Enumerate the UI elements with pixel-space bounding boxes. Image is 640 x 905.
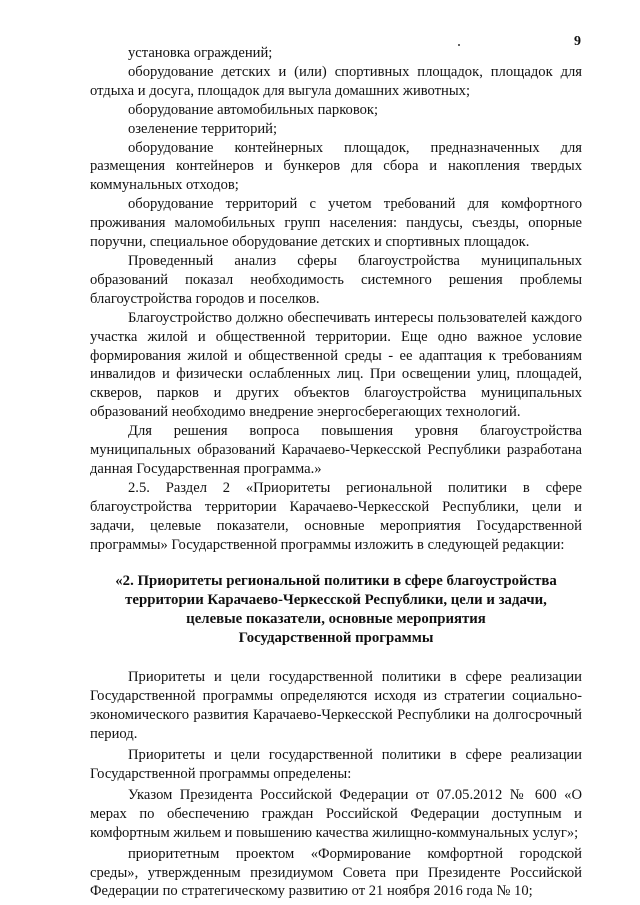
list-item: оборудование детских и (или) спортивных площадок, площадок для отдыха и досуга, площадок для выгула домашних животных; — [90, 63, 582, 99]
heading-line: целевые показатели, основные мероприятия — [186, 611, 486, 628]
paragraph: Проведенный анализ сферы благоустройства муниципальных образований показал необходимость системного решения проблемы благоустройства городов и поселков. — [90, 252, 582, 307]
list-item: оборудование автомобильных парковок; — [128, 101, 379, 118]
list-item: оборудование контейнерных площадок, предназначенных для размещения контейнеров и бункеров для сбора и накопления твердых коммунальных отходов; — [90, 139, 582, 194]
heading-line: Государственной программы — [238, 630, 434, 647]
heading-line: «2. Приоритеты региональной политики в сфере благоустройства — [115, 573, 557, 590]
heading-line: территории Карачаево-Черкесской Республики, цели и задачи, — [125, 592, 547, 609]
list-item: установка ограждений; — [128, 45, 273, 61]
document-body — [90, 44, 582, 901]
paragraph: Указом Президента Российской Федерации от 07.05.2012 № 600 «О мерах по обеспечению граждан Российской Федерации доступным и комфортным жильем и повышению качества жилищно-коммунальных услуг»; — [90, 786, 582, 841]
paragraph: Благоустройство должно обеспечивать интересы пользователей каждого участка жилой и общественной территории. Еще одно важное условие формирования жилой и общественной среды - ее адаптация к требованиям инвалидов и физически ослабленных лиц. При освещении улиц, площадей, скверов, парков и других объектов благоустройства муниципальных образований необходимо внедрение энергосберегающих технологий. — [90, 309, 582, 421]
paragraph: 2.5. Раздел 2 «Приоритеты региональной политики в сфере благоустройства территории Карачаево-Черкесской Республики, цели и задачи, целевые показатели, основные мероприятия Государственной программы» Государственной программы изложить в следующей редакции: — [90, 479, 582, 553]
list-item: оборудование территорий с учетом требований для комфортного проживания маломобильных групп населения: пандусы, съезды, опорные поручни, специальное оборудование детских и спортивных площадок. — [90, 196, 582, 251]
list-item: озеленение территорий; — [128, 120, 278, 137]
paragraph: Для решения вопроса повышения уровня благоустройства муниципальных образований Карачаево-Черкесской Республики разработана данная Государственная программа.» — [90, 423, 582, 477]
paragraph: приоритетным проектом «Формирование комфортной городской среды», утвержденным президиумом Совета при Президенте Российской Федерации по стратегическому развитию от 21 ноября 2016 года № 10; — [90, 845, 582, 900]
page-number: 9 — [574, 34, 581, 49]
paragraph: Приоритеты и цели государственной политики в сфере реализации Государственной программы определяются исходя из стратегии социально-экономического развития Карачаево-Черкесской Республики на долгосрочный период. — [90, 669, 582, 743]
section-heading — [90, 572, 582, 648]
paragraph: Приоритеты и цели государственной политики в сфере реализации Государственной программы определены: — [90, 747, 582, 782]
